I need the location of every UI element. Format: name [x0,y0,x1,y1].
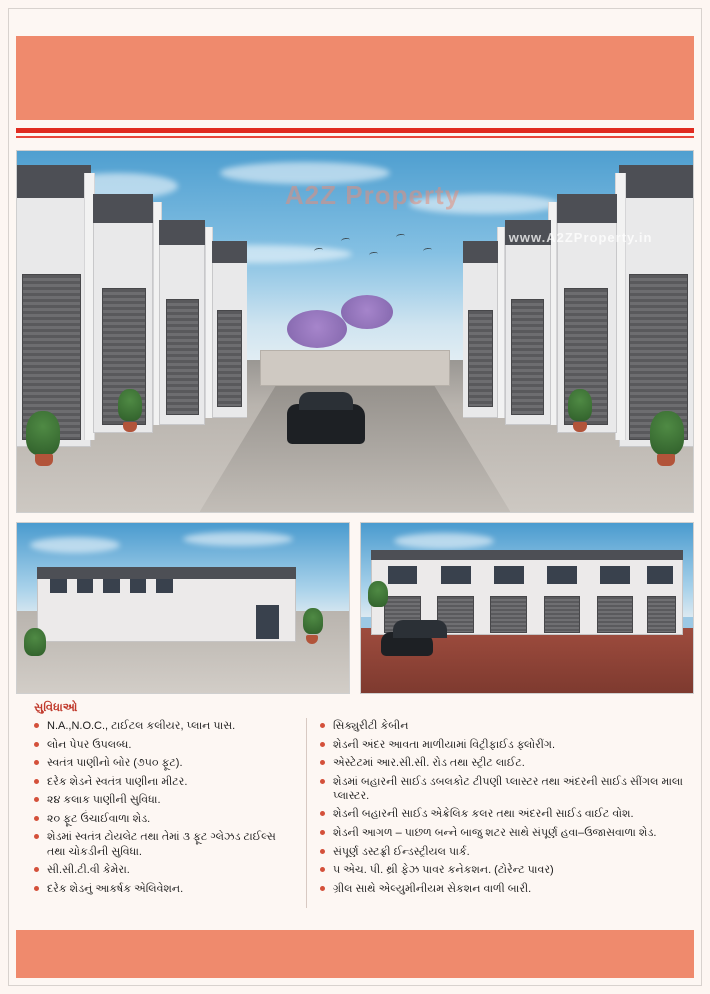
shed-row-left [17,151,247,512]
planter-pot [35,454,53,466]
window [600,566,630,585]
tree-icon [287,310,347,348]
tree-icon [118,389,142,421]
features-heading: સુવિધાઓ [34,702,78,714]
tree-icon [24,628,46,656]
door [256,605,279,639]
roller-shutter [490,596,527,633]
list-item: ૫ એચ. પી. થ્રી ફેઝ પાવર કનેકશન. (ટોરેન્ટ પાવર) [320,863,688,877]
features-column-left [16,719,302,900]
planter-pot [573,422,587,432]
tree-icon [26,411,60,455]
window [130,579,147,593]
hero-image [16,150,694,513]
roller-shutter [511,299,543,415]
photo-side-elevation [16,522,350,694]
pillar [497,227,505,418]
list-item: સિક્યુરીટી કેબીન [320,719,688,733]
header-rule-secondary [16,136,694,138]
list-item: ૨૦ ફૂટ ઉંચાઈવાળા શેડ. [34,812,296,826]
window [103,579,120,593]
list-item: સ્વતંત્ર પાણીનો બોર (૭૫૦ ફૂટ). [34,756,296,770]
shed-roof-band [17,165,91,197]
watermark-brand: A2Z Property [284,179,461,210]
watermark-url: www.A2ZProperty.in [508,230,653,246]
list-item: સી.સી.ટી.વી કેમેરા. [34,863,296,877]
list-item: શેડમાં સ્વતંત્ર ટોયલેટ તથા તેમાં ૩ ફૂટ ગ્લેઝડ ટાઈલ્સ તથા ચોકડીની સુવિધા. [34,830,296,858]
list-item: દરેક શેડને સ્વતંત્ર પાણીના મીટર. [34,775,296,789]
shed-roof-band [159,220,205,245]
planter-pot [657,454,675,466]
shed-roof-band [212,241,246,263]
roller-shutter [597,596,634,633]
column-divider [306,718,307,908]
roller-shutter [217,310,242,407]
features-section [16,702,694,922]
header-band [16,36,694,120]
parked-car [381,632,433,656]
tree-icon [368,581,388,607]
roller-shutter [544,596,581,633]
features-list-left [34,719,296,896]
shed-roof-band [619,165,693,197]
shed-roof-band [463,241,497,263]
footer-band [16,930,694,978]
shed-roof-band [505,220,551,245]
photo-front-elevation [360,522,694,694]
list-item: ૨૪ કલાક પાણીની સુવિધા. [34,793,296,807]
window [50,579,67,593]
parapet-band [371,550,683,560]
planter-pot [123,422,137,432]
features-list-right [320,719,688,896]
list-item: ગ્રીલ સાથે એલ્યુમીનીયમ સેકશન વાળી બારી. [320,882,688,896]
list-item: N.A.,N.O.C., ટાઈટલ કલીયર, પ્લાન પાસ. [34,719,296,733]
tree-icon [568,389,592,421]
roller-shutter [468,310,493,407]
cloud-icon [30,537,120,553]
list-item: સંપૂર્ણ ડસ્ટફ્રી ઈન્ડસ્ટ્રીયલ પાર્ક. [320,845,688,859]
shed-row-right [463,151,693,512]
shed-roof-band [93,194,153,223]
window [441,566,471,585]
cloud-icon [183,532,293,546]
window [388,566,418,585]
features-column-right [302,719,694,900]
list-item: શેડની અંદર આવતા માળીયામાં વિટ્રીફાઈડ ફ્લોરીંગ. [320,738,688,752]
list-item: શેડની આગળ – પાછળ બન્ને બાજુ શટર સાથે સંપૂર્ણ હવા–ઉજાસવાળા શેડ. [320,826,688,840]
list-item: શેડમાં બહારની સાઈડ ડબલકોટ ટીપણી પ્લાસ્ટર તથા અંદરની સાઈડ સીંગલ માલા પ્લાસ્ટર. [320,775,688,803]
window [77,579,94,593]
window [156,579,173,593]
tree-icon [650,411,684,455]
roller-shutter [166,299,198,415]
roller-shutter [647,596,677,633]
header-rule-primary [16,128,694,133]
shed-roof-band [557,194,617,223]
boundary-wall [260,350,449,386]
window [647,566,674,585]
tree-icon [303,608,323,634]
list-item: એસ્ટેટમાં આર.સી.સી. રોડ તથા સ્ટ્રીટ લાઈટ. [320,756,688,770]
parapet-band [37,567,296,579]
window [547,566,577,585]
parked-car [287,404,365,444]
list-item: શેડની બહારની સાઈડ એક્રેલિક કલર તથા અંદરની સાઈડ વાઈટ વોશ. [320,807,688,821]
window [494,566,524,585]
list-item: લોન પેપર ઉપલબ્ધ. [34,738,296,752]
list-item: દરેક શેડનું આકર્ષક એલિવેશન. [34,882,296,896]
